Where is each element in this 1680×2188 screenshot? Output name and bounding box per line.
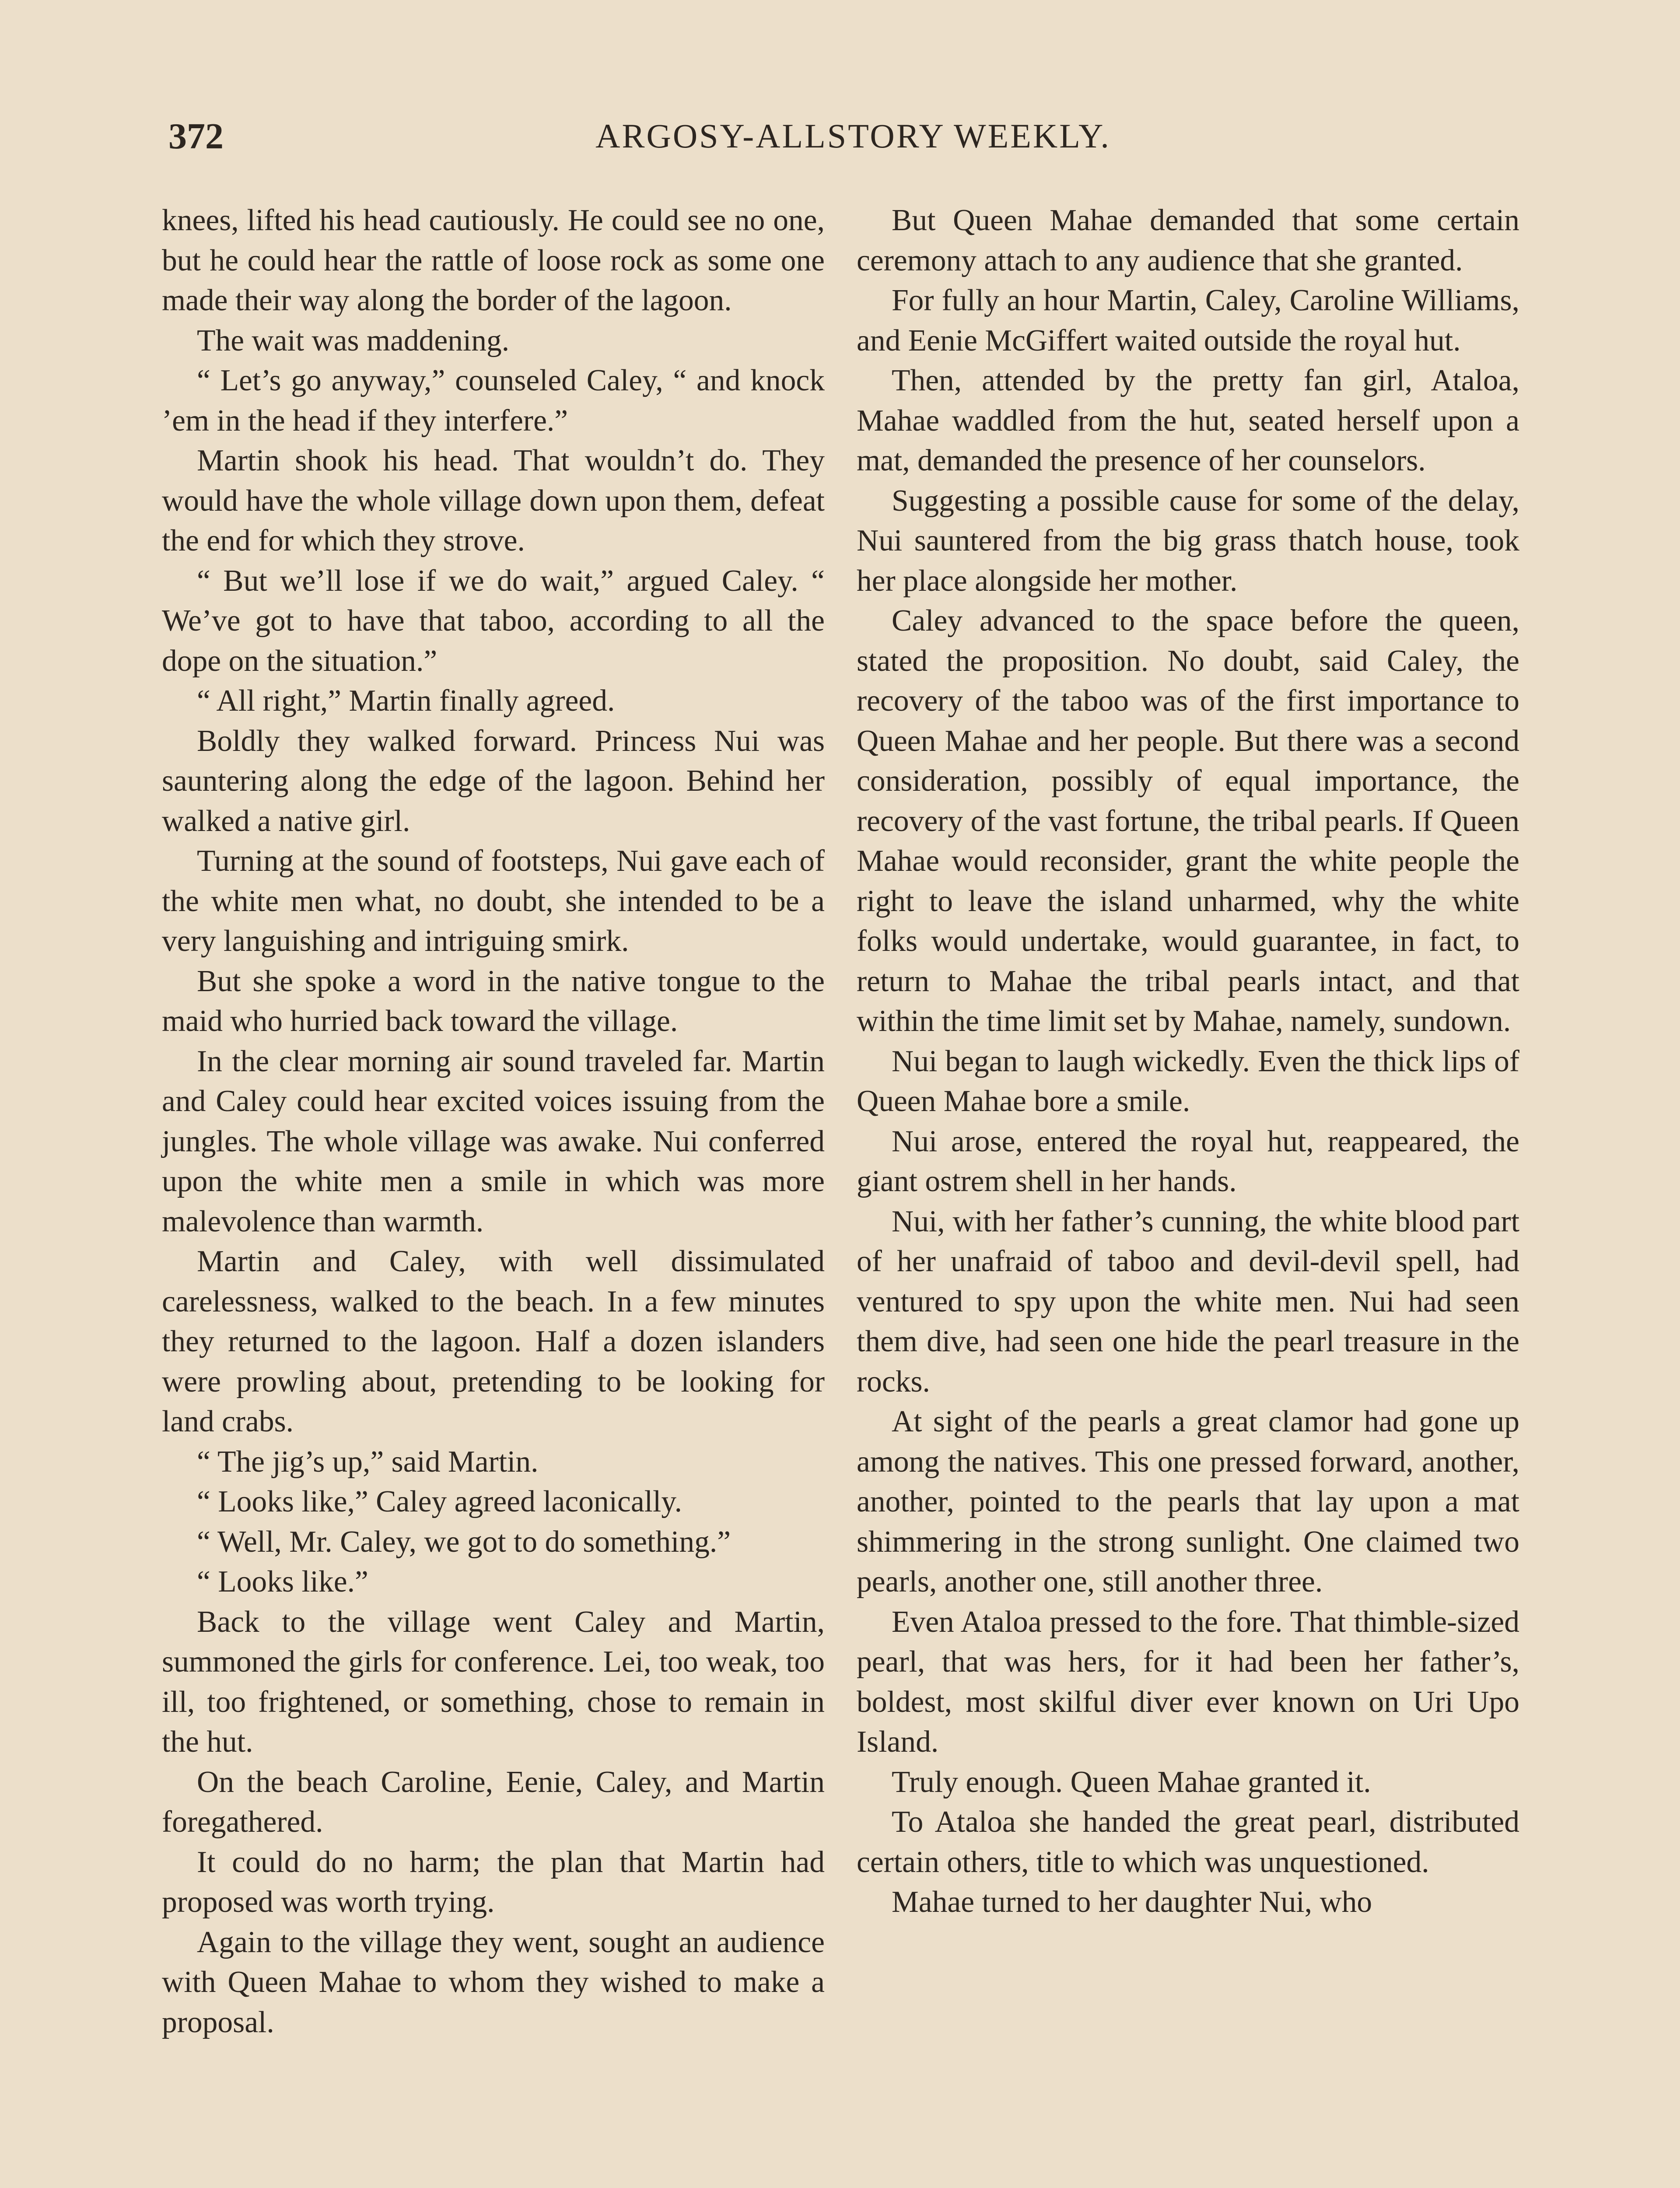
paragraph: But Queen Mahae demanded that some certain ceremony attach to any audience that she granted. bbox=[857, 203, 1519, 277]
paragraph: In the clear morning air sound traveled far. Martin and Caley could hear excited voices issuing from the jungles. The whole village was awake. Nui conferred upon the white men a smile in which was more malevolence than warmth. bbox=[162, 1044, 825, 1238]
paragraph: Truly enough. Queen Mahae granted it. bbox=[892, 1765, 1371, 1799]
paragraph: On the beach Caroline, Eenie, Caley, and Martin foregathered. bbox=[162, 1765, 825, 1839]
paragraph: knees, lifted his head cautiously. He could see no one, but he could hear the rattle of loose rock as some one made their way along the border of the lagoon. bbox=[162, 203, 825, 317]
running-title: ARGOSY-ALLSTORY WEEKLY. bbox=[595, 117, 1111, 155]
paragraph: Boldly they walked forward. Princess Nui was sauntering along the edge of the lagoon. Behind her walked a native girl. bbox=[162, 724, 825, 838]
paragraph: Mahae turned to her daughter Nui, who bbox=[892, 1885, 1372, 1919]
left-column bbox=[162, 200, 825, 2042]
paragraph: Then, attended by the pretty fan girl, Ataloa, Mahae waddled from the hut, seated herself upon a mat, demanded the presence of her counselors. bbox=[857, 364, 1519, 477]
paragraph: “ Well, Mr. Caley, we got to do something.” bbox=[197, 1525, 731, 1559]
paragraph: Back to the village went Caley and Martin, summoned the girls for conference. Lei, too weak, too ill, too frightened, or something, chose to remain in the hut. bbox=[162, 1605, 825, 1759]
paragraph: Martin shook his head. That wouldn’t do. They would have the whole village down upon them, defeat the end for which they strove. bbox=[162, 444, 825, 558]
paragraph: To Ataloa she handed the great pearl, distributed certain others, title to which was unquestioned. bbox=[857, 1805, 1519, 1879]
right-column bbox=[857, 200, 1519, 1922]
page-number: 372 bbox=[168, 116, 224, 157]
paragraph: “ But we’ll lose if we do wait,” argued Caley. “ We’ve got to have that taboo, according to all the dope on the situation.” bbox=[162, 564, 825, 678]
paragraph: Nui, with her father’s cunning, the white blood part of her unafraid of taboo and devil-devil spell, had ventured to spy upon the white men. Nui had seen them dive, had seen one hide the pearl treasure in the rocks. bbox=[857, 1204, 1519, 1399]
paragraph: Nui arose, entered the royal hut, reappeared, the giant ostrem shell in her hands. bbox=[857, 1124, 1519, 1198]
paragraph: At sight of the pearls a great clamor had gone up among the natives. This one pressed forward, another, another, pointed to the pearls that lay upon a mat shimmering in the strong sunlight. One claimed two pearls, another one, still another three. bbox=[857, 1405, 1519, 1599]
paragraph: “ All right,” Martin finally agreed. bbox=[197, 684, 615, 718]
paragraph: The wait was maddening. bbox=[197, 323, 510, 358]
paragraph: Suggesting a possible cause for some of the delay, Nui sauntered from the big grass thatch house, took her place alongside her mother. bbox=[857, 484, 1519, 598]
paragraph: For fully an hour Martin, Caley, Caroline Williams, and Eenie McGiffert waited outside the royal hut. bbox=[857, 284, 1519, 358]
paragraph: It could do no harm; the plan that Martin had proposed was worth trying. bbox=[162, 1845, 825, 1919]
paragraph: Nui began to laugh wickedly. Even the thick lips of Queen Mahae bore a smile. bbox=[857, 1044, 1519, 1118]
paragraph: “ Looks like,” Caley agreed laconically. bbox=[197, 1485, 682, 1518]
paragraph: Again to the village they went, sought an audience with Queen Mahae to whom they wished to make a proposal. bbox=[162, 1925, 825, 2039]
paragraph: “ Let’s go anyway,” counseled Caley, “ and knock ’em in the head if they interfere.” bbox=[162, 364, 825, 438]
paragraph: “ The jig’s up,” said Martin. bbox=[197, 1445, 539, 1479]
paragraph: But she spoke a word in the native tongue to the maid who hurried back toward the village. bbox=[162, 964, 825, 1038]
paragraph: Even Ataloa pressed to the fore. That thimble-sized pearl, that was hers, for it had been her father’s, boldest, most skilful diver ever known on Uri Upo Island. bbox=[857, 1605, 1519, 1759]
paragraph: Caley advanced to the space before the queen, stated the proposition. No doubt, said Caley, the recovery of the taboo was of the first importance to Queen Mahae and her people. But there was a second consideration, possibly of equal importance, the recovery of the vast fortune, the tribal pearls. If Queen Mahae would reconsider, grant the white people the right to leave the island unharmed, why the white folks would undertake, would guarantee, in fact, to return to Mahae the tribal pearls intact, and that within the time limit set by Mahae, namely, sundown. bbox=[857, 604, 1519, 1038]
paragraph: Turning at the sound of footsteps, Nui gave each of the white men what, no doubt, she intended to be a very languishing and intriguing smirk. bbox=[162, 844, 825, 958]
paragraph: Martin and Caley, with well dissimulated carelessness, walked to the beach. In a few minutes they returned to the lagoon. Half a dozen islanders were prowling about, pretending to be looking for land crabs. bbox=[162, 1245, 825, 1438]
paragraph: “ Looks like.” bbox=[197, 1565, 368, 1599]
